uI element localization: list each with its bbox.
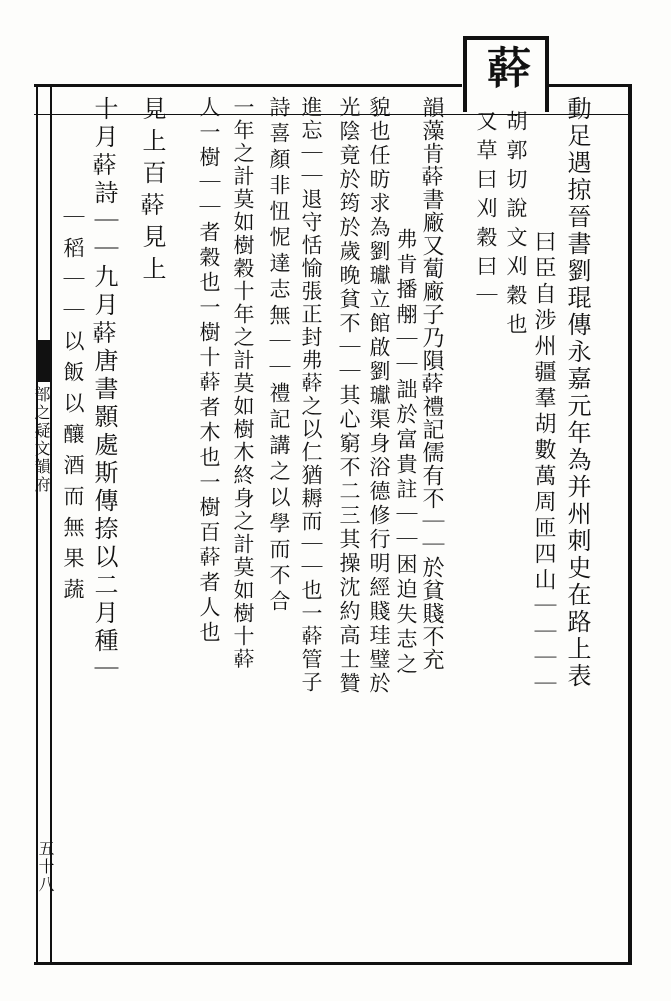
text-column: 動足遇掠晉書劉琨傳永嘉元年為并州刺史在路上表 [563,96,591,690]
tab-heading: 𦼮 [482,44,533,94]
text-column: 十月𦼮詩｜｜九月𦼮唐書顥處斯傳捺以二月種｜ [90,96,118,684]
text-column: 詩喜顏非忸怩達志無｜｜禮記講之以學而不合 [267,96,291,616]
frame-top-line-right [541,84,631,87]
text-column: 貌也任昉求為劉瓛立館啟劉瓛渠身浴德修行明經賤珪璧於 [367,96,391,696]
text-column: 進忘｜｜退守恬愉張正封弗𦼮之以仁猶耨而｜｜也一𦼮管子 [299,96,323,694]
text-column: 一年之計莫如樹穀十年之計莫如樹木終身之計莫如樹十𦼮 [231,96,255,671]
frame-top-line [34,84,462,87]
text-column: 又草曰刈穀曰｜ [474,110,498,313]
text-column: 韻藻肯𦼮書廠又蔔廠子乃隕𦼮禮記儒有不｜｜於貧賤不充 [419,96,444,671]
frame-upper-bar [34,114,632,115]
frame-bottom-line [34,962,632,965]
frame-left-inner-line [50,84,52,964]
text-column: 胡郭切說文刈穀也 [504,110,528,342]
margin-block-mark [36,340,50,382]
page-number: 五十八 [36,840,55,894]
frame-left-outer-line [36,84,38,964]
frame-right-line [628,84,632,964]
text-column: 光陰竟於筠於歲晚貧不｜｜其心窮不二三其操沈約高士贊 [337,96,361,696]
text-column: 弗肯播䎃｜｜詘於富貴註｜｜困迫失志之 [394,228,418,678]
text-column: 人一樹｜｜者穀也一樹十𦼮者木也一樹百𦼮者人也 [197,96,221,646]
text-column: 見上百𦼮見上 [138,96,166,288]
margin-label: 部之疑文韻府 [32,386,51,494]
text-column: 曰臣自涉州疆羣胡數萬周匝四山｜｜｜｜ [531,230,556,698]
text-column: ｜稻｜｜以飯以釀酒而無果蔬 [61,206,85,609]
